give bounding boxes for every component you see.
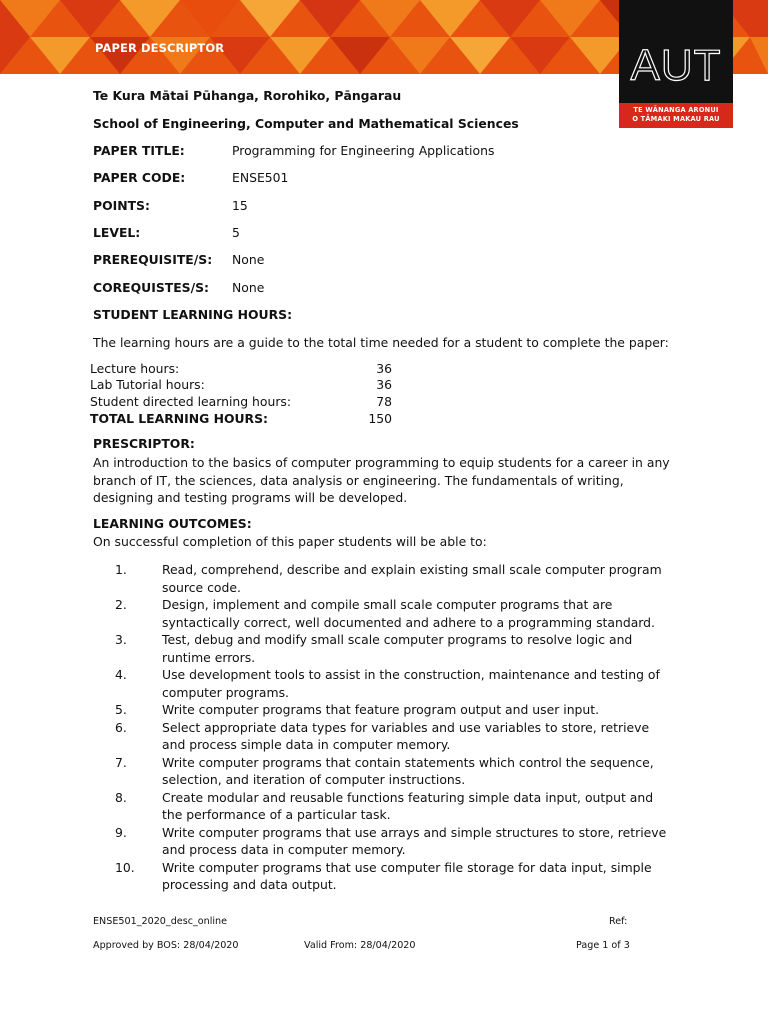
list-item-number: 5.: [115, 702, 127, 717]
list-item-text: Write computer programs that feature program output and user input.: [162, 702, 600, 717]
outcomes-intro: On successful completion of this paper students will be able to:: [93, 534, 487, 549]
logo-subtitle: [619, 103, 733, 128]
list-item-number: 7.: [115, 754, 127, 770]
list-item-text: Use development tools to assist in the construction, maintenance and testing of computer programs.: [162, 667, 660, 700]
prescriptor-heading: PRESCRIPTOR:: [93, 436, 195, 451]
list-item: [93, 666, 683, 701]
field-value-points: 15: [232, 198, 248, 213]
list-item: [93, 824, 683, 859]
list-item: [93, 631, 683, 666]
list-item-number: 3.: [115, 632, 127, 647]
school-name: School of Engineering, Computer and Mathematical Sciences: [93, 116, 519, 131]
list-item-text: Write computer programs that contain statements which control the sequence, selection, and iteration of computer instructions.: [162, 754, 654, 787]
hours-value-self-directed: 78: [376, 394, 392, 409]
list-item: [93, 859, 683, 894]
list-item-number: 2.: [115, 597, 127, 612]
footer-valid-from: Valid From: 28/04/2020: [304, 940, 416, 951]
faculty-name: Te Kura Mātai Pūhanga, Rorohiko, Pāngarau: [93, 88, 402, 103]
list-item-text: Design, implement and compile small scale computer programs that are syntactically correct, well documented and adhere to a programming standard.: [162, 597, 655, 630]
list-item-number: 4.: [115, 667, 127, 682]
list-item-number: 8.: [115, 789, 127, 805]
list-item-text: Write computer programs that use arrays and simple structures to store, retrieve and process data in computer memory.: [162, 824, 667, 857]
field-value-level: 5: [232, 225, 240, 240]
list-item: [93, 754, 683, 789]
list-item: [93, 561, 683, 596]
outcomes-list: [93, 561, 683, 894]
logo-subtitle-line1: TE WĀNANGA ARONUI: [633, 106, 719, 114]
hours-label-lab: Lab Tutorial hours:: [90, 377, 205, 392]
field-label-points: POINTS:: [93, 198, 150, 213]
hours-value-total: 150: [368, 411, 392, 426]
footer-ref: Ref:: [609, 916, 628, 927]
outcomes-heading: LEARNING OUTCOMES:: [93, 516, 252, 531]
field-value-corequisites: None: [232, 280, 265, 295]
list-item-number: 6.: [115, 719, 127, 735]
list-item: [93, 719, 683, 754]
footer-approved: Approved by BOS: 28/04/2020: [93, 940, 239, 951]
logo-mark: AUT: [630, 41, 722, 90]
hours-heading: STUDENT LEARNING HOURS:: [93, 307, 293, 322]
field-value-title: Programming for Engineering Applications: [232, 143, 495, 158]
field-label-level: LEVEL:: [93, 225, 141, 240]
list-item: [93, 596, 683, 631]
field-label-code: PAPER CODE:: [93, 170, 186, 185]
list-item-text: Select appropriate data types for variables and use variables to store, retrieve and process simple data in computer memory.: [162, 719, 650, 752]
hours-intro: The learning hours are a guide to the total time needed for a student to complete the paper:: [93, 335, 669, 350]
list-item-number: 9.: [115, 824, 127, 840]
footer-page-number: Page 1 of 3: [576, 940, 630, 951]
prescriptor-text: An introduction to the basics of computer programming to equip students for a career in any branch of IT, the sciences, data analysis or engineering. The fundamentals of writing, designing and testing programs will be developed.: [93, 455, 670, 505]
hours-label-self-directed: Student directed learning hours:: [90, 394, 292, 409]
logo-subtitle-line2: O TĀMAKI MAKAU RAU: [632, 115, 720, 123]
aut-logo: [619, 0, 733, 128]
hours-value-lab: 36: [376, 377, 392, 392]
banner-title: PAPER DESCRIPTOR: [95, 41, 225, 55]
hours-label-lecture: Lecture hours:: [90, 361, 180, 376]
list-item-text: Write computer programs that use computer file storage for data input, simple processing and data output.: [162, 859, 652, 892]
list-item: [93, 701, 683, 719]
field-label-title: PAPER TITLE:: [93, 143, 185, 158]
list-item-text: Test, debug and modify small scale computer programs to resolve logic and runtime errors.: [162, 632, 633, 665]
footer-doc-id: ENSE501_2020_desc_online: [93, 916, 228, 927]
list-item-text: Create modular and reusable functions featuring simple data input, output and the performance of a particular task.: [162, 789, 654, 822]
field-label-corequisites: COREQUISTES/S:: [93, 280, 210, 295]
hours-value-lecture: 36: [376, 361, 392, 376]
field-label-prerequisites: PREREQUISITE/S:: [93, 252, 213, 267]
list-item-text: Read, comprehend, describe and explain existing small scale computer program source code.: [162, 562, 662, 595]
list-item-number: 10.: [115, 859, 135, 875]
field-value-code: ENSE501: [232, 170, 289, 185]
list-item-number: 1.: [115, 562, 127, 577]
list-item: [93, 789, 683, 824]
field-value-prerequisites: None: [232, 252, 265, 267]
hours-label-total: TOTAL LEARNING HOURS:: [90, 411, 268, 426]
